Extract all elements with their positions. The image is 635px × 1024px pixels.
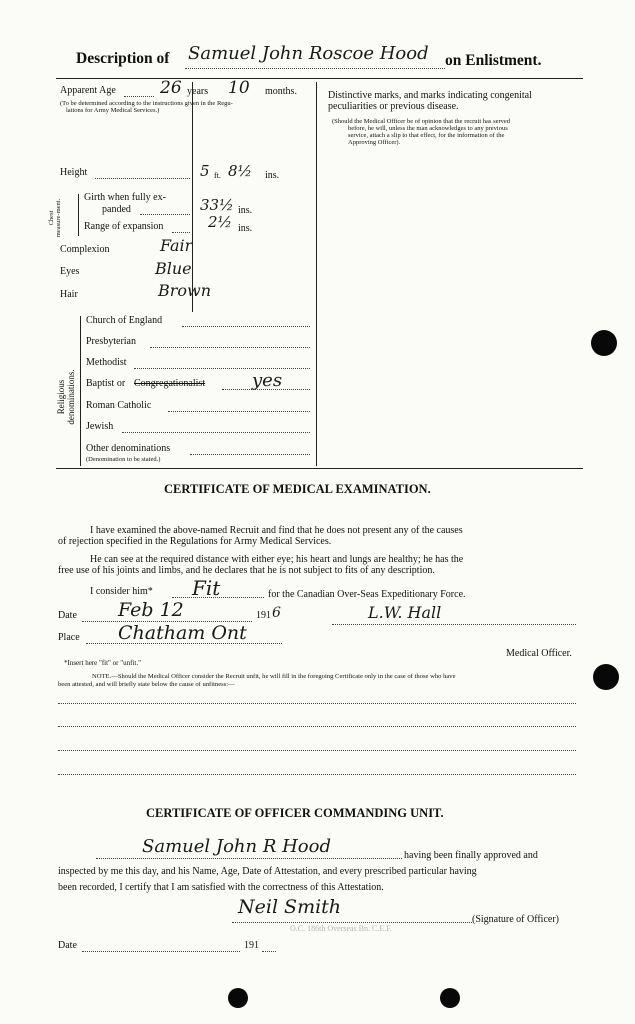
officer-certificate-title: CERTIFICATE OF OFFICER COMMANDING UNIT.: [146, 806, 444, 820]
officer-date-dots: [82, 951, 240, 952]
punch-hole-right-upper: [591, 330, 617, 356]
officer-recruit-name: Samuel John R Hood: [142, 836, 331, 857]
religion-dots-1: [182, 326, 310, 327]
girth-dots: [140, 214, 190, 215]
officer-line3: been recorded, I certify that I am satisfied with the correctness of this Attestation.: [58, 882, 384, 893]
religion-dots-2: [150, 347, 310, 348]
officer-name-dots: [96, 858, 402, 859]
punch-hole-bottom-right: [440, 988, 460, 1008]
height-in-value: 8½: [228, 162, 253, 180]
height-dots: [95, 178, 190, 179]
denomination-note: (Denomination to be stated.): [86, 456, 161, 463]
months-label: months.: [265, 86, 297, 97]
officer-year-prefix: 191: [244, 940, 259, 951]
unfitness-line-2: [58, 726, 576, 727]
marks-heading-1: Distinctive marks, and marks indicating congenital: [328, 90, 532, 101]
name-line: [185, 68, 445, 69]
medical-para2-line1: He can see at the required distance with either eye; his heart and lungs are healthy; he has the: [90, 554, 464, 565]
years-label: years: [187, 86, 209, 97]
expansion-unit: ins.: [238, 223, 253, 234]
for-force-label: for the Canadian Over-Seas Expeditionary Force.: [268, 589, 466, 600]
unfitness-line-1: [58, 703, 576, 704]
expansion-dots: [172, 232, 190, 233]
religion-roman-catholic: Roman Catholic: [86, 400, 152, 411]
ft-label: ft.: [214, 171, 221, 180]
religion-side-label: Religious denominations.: [56, 369, 76, 425]
unfit-note-2: been attested, and will briefly state below the cause of unfitness:—: [58, 681, 235, 688]
age-note-2: lations for Army Medical Services.): [66, 107, 160, 114]
service-note-4: Approving Officer).: [348, 139, 401, 146]
officer-sig-label: (Signature of Officer): [472, 914, 560, 925]
date-label: Date: [58, 610, 77, 621]
girth-label-1: Girth when fully ex-: [84, 192, 166, 203]
eyes-label: Eyes: [60, 266, 80, 277]
medical-certificate-title: CERTIFICATE OF MEDICAL EXAMINATION.: [164, 482, 431, 496]
chest-bracket: [78, 194, 79, 236]
religion-methodist: Methodist: [86, 357, 127, 368]
complexion-label: Complexion: [60, 244, 110, 255]
recruit-name-handwritten: Samuel John Roscoe Hood: [188, 43, 429, 64]
year-prefix: 191: [256, 610, 271, 621]
service-note-1: (Should the Medical Officer be of opinion that the recruit has served: [332, 118, 511, 125]
punch-hole-right-lower: [593, 664, 619, 690]
signature-dots: [332, 624, 576, 625]
hair-label: Hair: [60, 289, 78, 300]
place-label: Place: [58, 632, 80, 643]
consider-label: I consider him*: [90, 586, 153, 597]
medical-para1-line2: of rejection specified in the Regulations for Army Medical Services.: [58, 536, 332, 547]
header-prefix: Description of: [76, 50, 170, 67]
punch-hole-bottom-left: [228, 988, 248, 1008]
age-years-value: 26: [160, 78, 182, 98]
age-months-value: 10: [228, 78, 250, 98]
fit-value: Fit: [192, 576, 221, 600]
eyes-value: Blue: [155, 259, 192, 278]
officer-date-label: Date: [58, 940, 77, 951]
age-dots: [124, 96, 154, 97]
expansion-value: 2½: [208, 213, 233, 231]
medical-officer-signature: L.W. Hall: [368, 603, 442, 622]
religion-bracket: [80, 316, 81, 466]
religion-dots-7: [190, 454, 310, 455]
year-suffix: 6: [272, 605, 281, 621]
insert-note: *Insert here "fit" or "unfit.": [64, 659, 141, 667]
religion-other: Other denominations: [86, 443, 171, 454]
apparent-age-label: Apparent Age: [60, 85, 116, 96]
religion-mark: yes: [252, 370, 283, 391]
service-note-2: before, he will, unless the man acknowledges to any previous: [348, 125, 508, 132]
place-value: Chatham Ont: [118, 622, 247, 644]
medical-para1-line1: I have examined the above-named Recruit and find that he does not present any of the causes: [90, 525, 463, 536]
age-note-1: (To be determined according to the instructions given in the Regu-: [60, 100, 233, 107]
girth-unit: ins.: [238, 205, 253, 216]
height-ft-value: 5: [200, 162, 210, 180]
religion-presbyterian: Presbyterian: [86, 336, 136, 347]
unfitness-line-3: [58, 750, 576, 751]
service-note-3: service, attach a slip to that effect, for the information of the: [348, 132, 505, 139]
header-suffix: on Enlistment.: [445, 52, 542, 69]
medical-officer-label: Medical Officer.: [506, 648, 572, 659]
bottom-rule: [56, 468, 583, 469]
officer-stamp: O.C. 186th Overseas Bn. C.E.F.: [290, 924, 393, 933]
marks-heading-2: peculiarities or previous disease.: [328, 101, 459, 112]
unfitness-line-4: [58, 774, 576, 775]
religion-dots-3: [134, 368, 310, 369]
officer-line1-tail: having been finally approved and: [404, 850, 538, 861]
expansion-label: Range of expansion: [84, 221, 164, 232]
date-value: Feb 12: [118, 599, 184, 621]
religion-baptist: Baptist or: [86, 378, 126, 389]
chest-side-label: Chest measure-ment.: [48, 198, 62, 238]
complexion-value: Fair: [160, 236, 193, 255]
officer-sig-dots: [232, 922, 472, 923]
religion-jewish: Jewish: [86, 421, 114, 432]
officer-year-dots: [262, 951, 276, 952]
medical-para2-line2: free use of his joints and limbs, and he declares that he is not subject to fits of any description.: [58, 565, 435, 576]
religion-dots-6: [122, 432, 310, 433]
age-column-rule: [192, 82, 193, 312]
hair-value: Brown: [158, 281, 212, 300]
middle-vertical-rule: [316, 82, 317, 466]
ins-label: ins.: [265, 170, 280, 181]
religion-church-of-england: Church of England: [86, 315, 163, 326]
unfit-note-1: NOTE.—Should the Medical Officer consider the Recruit unfit, he will fill in the foregoing Certificate only in the case of those who have: [92, 673, 456, 680]
girth-value: 33½: [200, 196, 234, 214]
religion-dots-5: [168, 411, 310, 412]
religion-congregationalist-struck: Congregationalist: [134, 378, 206, 389]
officer-signature: Neil Smith: [238, 896, 342, 918]
girth-label-2: panded: [102, 204, 131, 215]
top-rule: [56, 78, 583, 79]
height-label: Height: [60, 167, 88, 178]
officer-line2: inspected by me this day, and his Name, Age, Date of Attestation, and every prescribed particular having: [58, 866, 477, 877]
